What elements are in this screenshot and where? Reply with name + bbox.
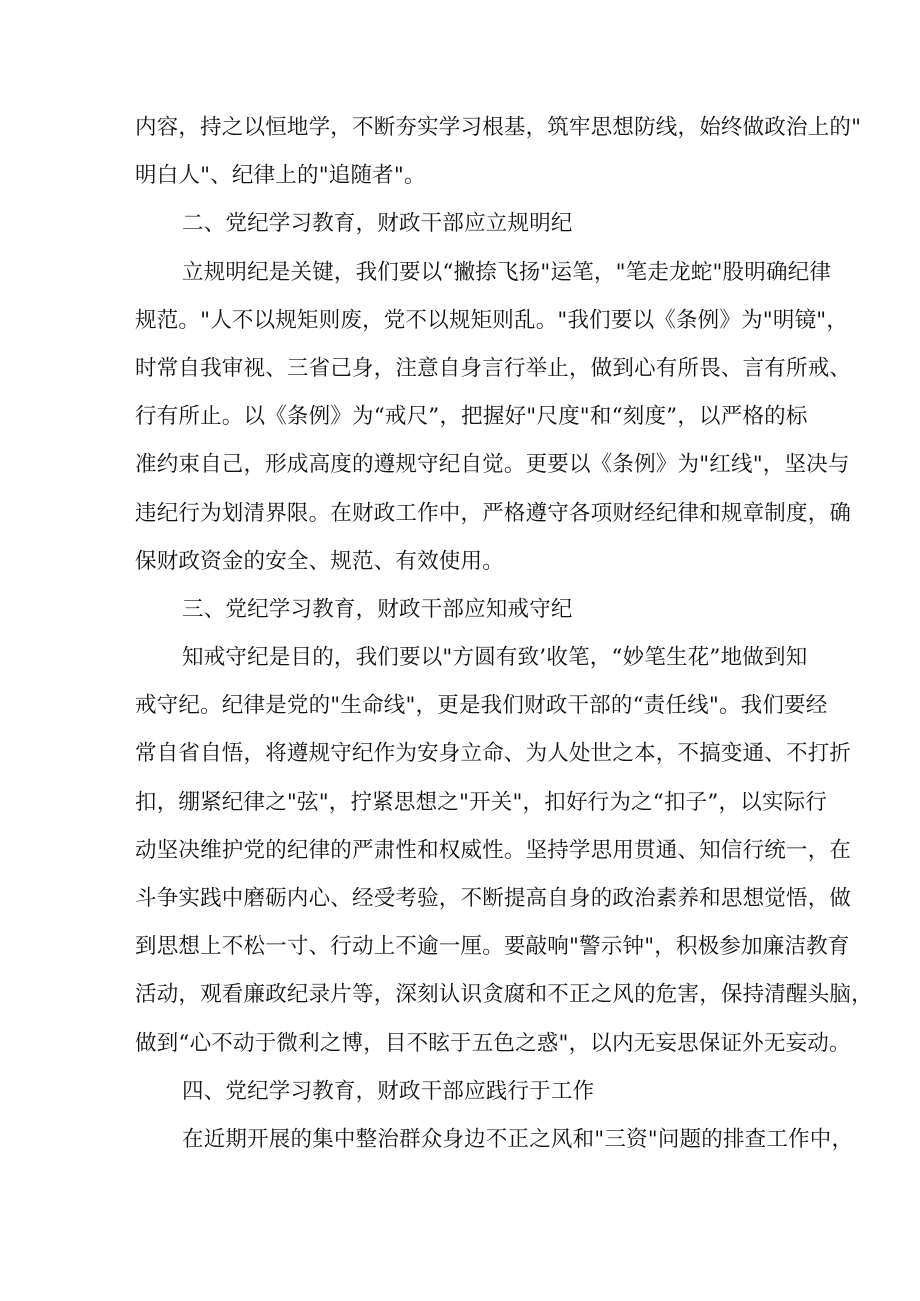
paragraph-line: 戒守纪。纪律是党的"生命线"，更是我们财政干部的“责任线"。我们要经 bbox=[135, 693, 828, 719]
paragraph-line: 内容，持之以恒地学，不断夯实学习根基，筑牢思想防线，始终做政治上的" bbox=[135, 115, 862, 140]
paragraph-line: 动坚决维护党的纪律的严肃性和权威性。坚持学思用贯通、知信行统一，在 bbox=[135, 837, 852, 863]
section-heading: 四、党纪学习教育，财政干部应践行于工作 bbox=[182, 1078, 595, 1104]
section-heading: 二、党纪学习教育，财政干部应立规明纪 bbox=[182, 211, 573, 237]
paragraph-line: 明白人"、纪律上的"追随者"。 bbox=[135, 163, 426, 189]
paragraph-line: 准约束自己，形成高度的遵规守纪自觉。更要以《条例》为"红线"，坚决与 bbox=[135, 452, 850, 478]
document-body bbox=[135, 104, 873, 1164]
paragraph-line: 违纪行为划清界限。在财政工作中，严格遵守各项财经纪律和规章制度，确 bbox=[135, 500, 852, 526]
paragraph-line: 行有所止。以《条例》为“戒尺”，把握好"尺度"和“刻度”，以严格的标 bbox=[135, 404, 808, 430]
paragraph-line: 在近期开展的集中整治群众身边不正之风和"三资"问题的排查工作中， bbox=[182, 1126, 854, 1152]
paragraph-line: 时常自我审视、三省己身，注意自身言行举止，做到心有所畏、言有所戒、 bbox=[135, 355, 852, 381]
section-heading: 三、党纪学习教育，财政干部应知戒守纪 bbox=[182, 596, 573, 622]
paragraph-line: 扣，绷紧纪律之"弦"，拧紧思想之"开关"，扣好行为之“扣子”，以实际行 bbox=[135, 789, 828, 815]
paragraph-line: 常自省自悟，将遵规守纪作为安身立命、为人处世之本，不搞变通、不打折 bbox=[135, 741, 852, 767]
paragraph-line: 做到“心不动于微利之博，目不眩于五色之惑"，以内无妄思保证外无妄动。 bbox=[135, 1030, 851, 1056]
paragraph-line: 斗争实践中磨砺内心、经受考验，不断提高自身的政治素养和思想觉悟，做 bbox=[135, 886, 852, 911]
paragraph-line: 立规明纪是关键，我们要以“撇捺飞扬"运笔，"笔走龙蛇"股明确纪律 bbox=[182, 259, 832, 285]
paragraph-line: 保财政资金的安全、规范、有效使用。 bbox=[135, 548, 504, 574]
paragraph-line: 活动，观看廉政纪录片等，深刻认识贪腐和不正之风的危害，保持清醒头脑， bbox=[135, 982, 873, 1008]
paragraph-line: 知戒守纪是目的，我们要以"方圆有致’收笔，“妙笔生花”地做到知 bbox=[182, 645, 808, 671]
paragraph-line: 到思想上不松一寸、行动上不逾一厘。要敲响"警示钟"，积极参加廉洁教育 bbox=[135, 934, 850, 960]
paragraph-line: 规范。"人不以规矩则废，党不以规矩则乱。"我们要以《条例》为"明镜"， bbox=[135, 307, 849, 333]
